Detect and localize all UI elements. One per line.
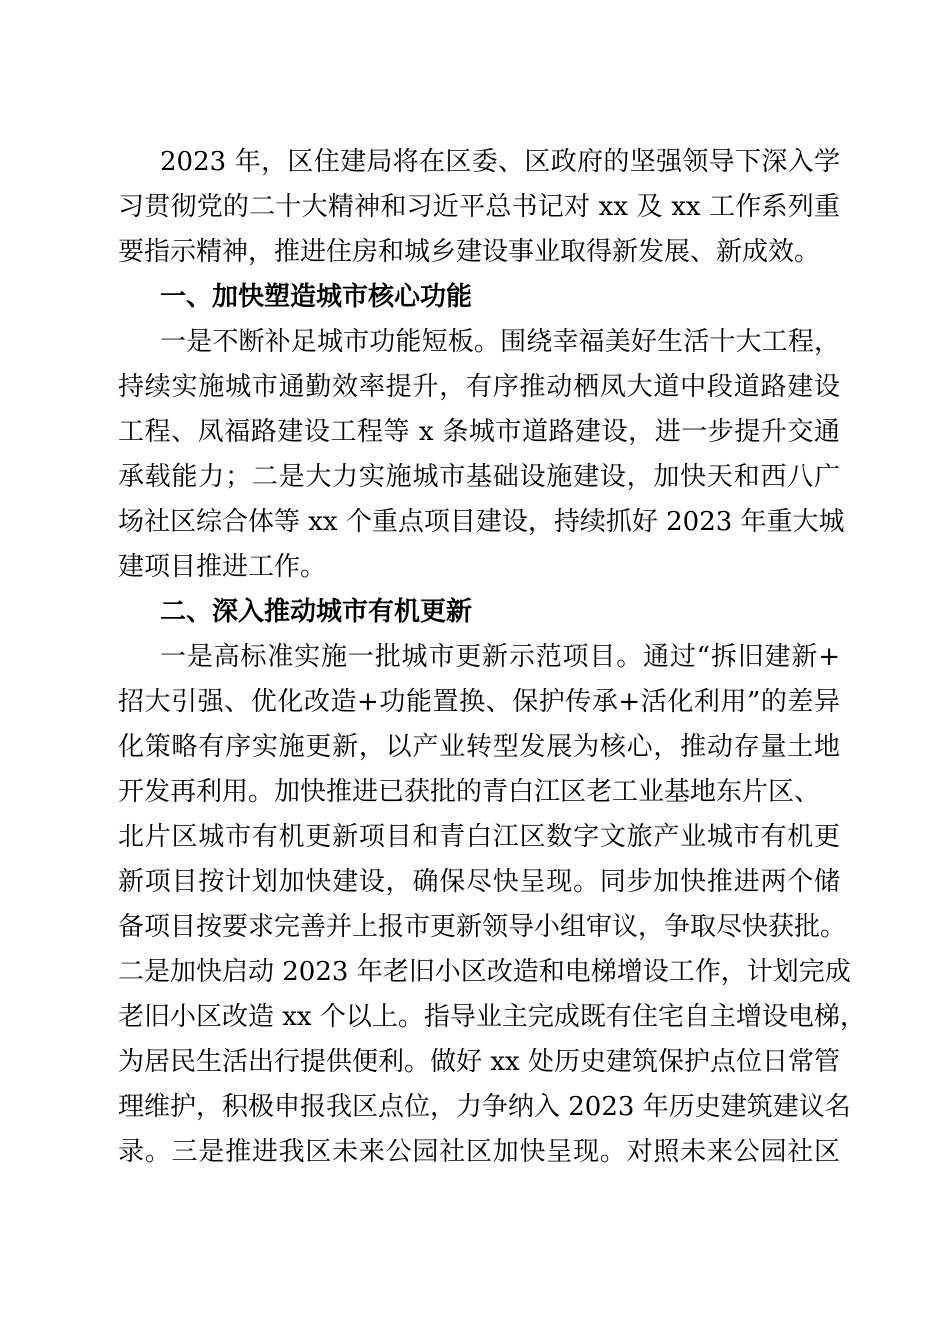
text-line: 习贯彻党的二十大精神和习近平总书记对 xx 及 xx 工作系列重	[118, 192, 840, 222]
section-heading-1: 一、加快塑造城市核心功能	[160, 282, 473, 312]
text-line: 为居民生活出行提供便利。做好 xx 处历史建筑保护点位日常管	[118, 1047, 840, 1077]
text-line: 开发再利用。加快推进已获批的青白江区老工业基地东片区、	[118, 777, 821, 807]
text-line: 新项目按计划加快建设，确保尽快呈现。同步加快推进两个储	[118, 867, 840, 897]
text-line: 二是加快启动 2023 年老旧小区改造和电梯增设工作，计划完成	[118, 957, 851, 987]
text-line: 北片区城市有机更新项目和青白江区数字文旅产业城市有机更	[118, 822, 840, 852]
section-2-paragraph	[118, 635, 866, 1175]
section-heading-2: 二、深入推动城市有机更新	[160, 597, 473, 627]
text-line: 持续实施城市通勤效率提升，有序推动栖凤大道中段道路建设	[118, 372, 840, 402]
text-line: 老旧小区改造 xx 个以上。指导业主完成既有住宅自主增设电梯，	[118, 1002, 866, 1032]
document-body	[118, 140, 866, 1175]
text-line: 化策略有序实施更新，以产业转型发展为核心，推动存量土地	[118, 732, 840, 762]
text-line: 承载能力；二是大力实施城市基础设施建设，加快天和西八广	[118, 462, 840, 492]
intro-paragraph	[118, 140, 840, 275]
text-line: 一是高标准实施一批城市更新示范项目。通过“拆旧建新+	[160, 642, 840, 672]
text-line: 理维护，积极申报我区点位，力争纳入 2023 年历史建筑建议名	[118, 1092, 851, 1122]
text-line: 场社区综合体等 xx 个重点项目建设，持续抓好 2023 年重大城	[118, 507, 845, 537]
text-line: 建项目推进工作。	[118, 552, 327, 582]
text-line: 2023 年，区住建局将在区委、区政府的坚强领导下深入学	[160, 147, 840, 177]
text-line: 要指示精神，推进住房和城乡建设事业取得新发展、新成效。	[118, 237, 821, 267]
section-1-paragraph	[118, 320, 845, 590]
text-line: 一是不断补足城市功能短板。围绕幸福美好生活十大工程，	[160, 327, 840, 357]
text-line: 备项目按要求完善并上报市更新领导小组审议，争取尽快获批。	[118, 912, 847, 942]
text-line: 录。三是推进我区未来公园社区加快呈现。对照未来公园社区	[118, 1137, 840, 1167]
text-line: 招大引强、优化改造+功能置换、保护传承+活化利用”的差异	[118, 687, 840, 717]
text-line: 工程、凤福路建设工程等 x 条城市道路建设，进一步提升交通	[118, 417, 840, 447]
